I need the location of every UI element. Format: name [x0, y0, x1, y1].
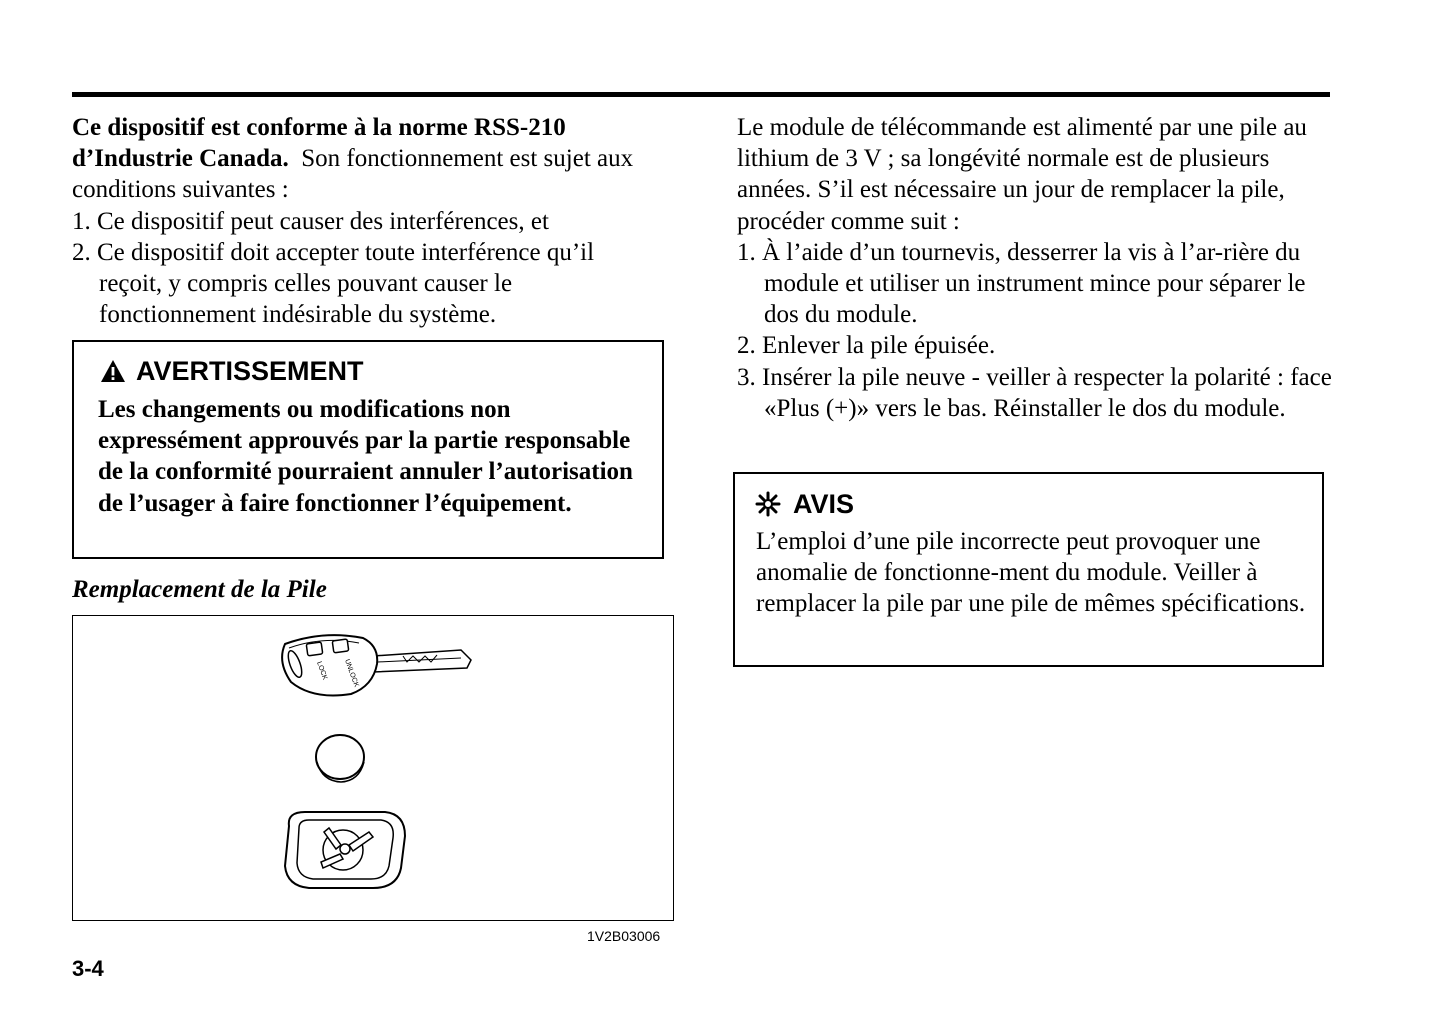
intro-bold-text: Ce dispositif est conforme à la norme RSS-210 d’Industrie Canada. [72, 114, 566, 173]
right-column [737, 112, 1337, 424]
coin-battery [316, 735, 364, 782]
condition-item-1: 1. Ce dispositif peut causer des interférences, et [72, 207, 549, 235]
figure-box [72, 615, 674, 921]
unlock-label: UNLOCK [343, 658, 360, 689]
top-rule [72, 92, 1330, 97]
warning-title: AVERTISSEMENT [136, 355, 364, 386]
warning-header [100, 355, 364, 387]
step-item-3: 3. Insérer la pile neuve - veiller à respecter la polarité : face «Plus (+)» vers le bas. Réinstaller le dos du module. [737, 363, 1332, 422]
step-item-2: 2. Enlever la pile épuisée. [737, 332, 996, 360]
lock-label: LOCK [315, 660, 329, 682]
intro-paragraph [72, 112, 662, 206]
figure-code: 1V2B03006 [587, 928, 661, 944]
warning-box [72, 340, 664, 559]
notice-text: L’emploi d’une pile incorrecte peut provoquer une anomalie de fonctionne-ment du module. Veiller à remplacer la pile par une pile de mêmes spécifications. [756, 528, 1306, 618]
key-fob-illustration [73, 616, 672, 919]
battery-intro: Le module de télécommande est alimenté par une pile au lithium de 3 V ; sa longévité normale est de plusieurs années. S’il est nécessaire un jour de remplacer la pile, procéder comme suit : [737, 114, 1307, 235]
warning-text: Les changements ou modifications non expressément approuvés par la partie responsable de la conformité pourraient annuler l’autorisation de l’usager à faire fonctionner l’équipement. [98, 396, 633, 517]
notice-header [755, 488, 854, 520]
condition-item-2: 2. Ce dispositif doit accepter toute interférence qu’il reçoit, y compris celles pouvant causer le fonctionnement indésirable du système. [72, 238, 595, 329]
notice-box [733, 472, 1324, 667]
warning-triangle-icon [100, 359, 126, 383]
notice-title: AVIS [793, 488, 855, 519]
section-heading: Remplacement de la Pile [72, 576, 327, 603]
step-item-1: 1. À l’aide d’un tournevis, desserrer la vis à l’ar-rière du module et utiliser un instrument mince pour séparer le dos du module. [737, 238, 1306, 329]
left-column [72, 112, 662, 330]
intro-regular-text: Son fonctionnement est sujet aux conditions suivantes : [72, 145, 634, 204]
page-number: 3-4 [72, 956, 104, 981]
fob-back-cover [285, 812, 405, 888]
notice-flower-icon [755, 491, 781, 517]
